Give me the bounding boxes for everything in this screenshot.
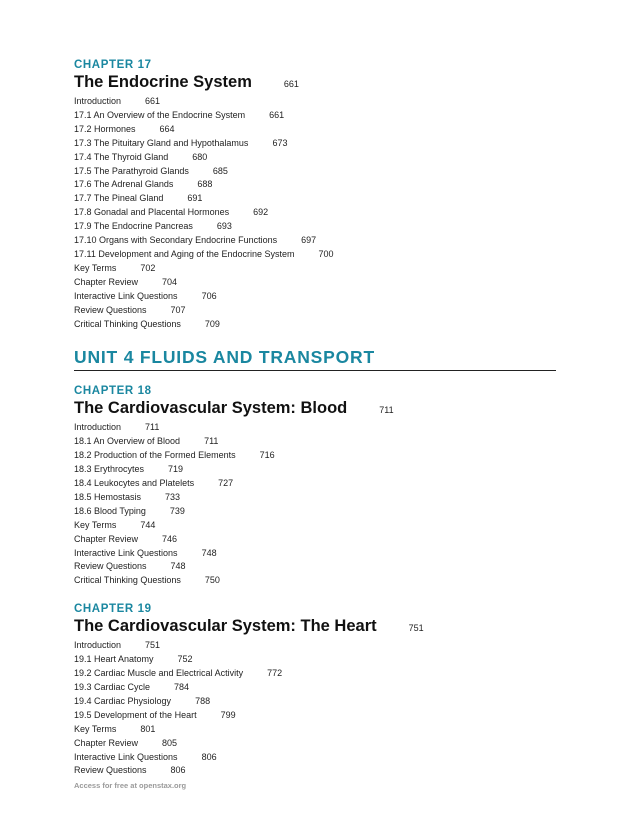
toc-entry[interactable] <box>74 764 556 778</box>
toc-entry-page: 685 <box>212 165 228 176</box>
toc-entry-title: 17.2 Hormones <box>74 123 136 134</box>
unit-title: UNIT 4 FLUIDS AND TRANSPORT <box>74 347 556 371</box>
toc-entry-title: 18.3 Erythrocytes <box>74 464 145 475</box>
toc-entry[interactable] <box>74 695 556 709</box>
toc-entry[interactable] <box>74 276 556 290</box>
toc-entry[interactable] <box>74 519 556 533</box>
toc-entry-page: 727 <box>218 478 234 489</box>
chapter-section <box>74 58 556 331</box>
chapter-label: CHAPTER 18 <box>74 385 152 398</box>
toc-entry-page: 806 <box>201 751 217 762</box>
toc-entry[interactable] <box>74 574 556 588</box>
toc-entry-page: 733 <box>165 491 181 502</box>
toc-entry[interactable] <box>74 560 556 574</box>
toc-entry-title: 17.3 The Pituitary Gland and Hypothalamus <box>74 137 249 148</box>
footer-link[interactable]: Access for free at openstax.org <box>74 781 187 790</box>
toc-entry[interactable] <box>74 723 556 737</box>
toc-entry-title: Chapter Review <box>74 737 139 748</box>
toc-entry-title: Chapter Review <box>74 276 139 287</box>
toc-entry-title: Chapter Review <box>74 533 139 544</box>
toc-entry-title: Introduction <box>74 422 122 433</box>
toc-entry-title: 17.6 The Adrenal Glands <box>74 179 174 190</box>
toc-entry[interactable] <box>74 165 556 179</box>
toc-entry-page: 704 <box>162 276 178 287</box>
toc-entry[interactable] <box>74 505 556 519</box>
toc-entry-title: 19.1 Heart Anatomy <box>74 654 154 665</box>
toc-page <box>74 58 556 778</box>
toc-entry[interactable] <box>74 304 556 318</box>
toc-entry-title: 17.9 The Endocrine Pancreas <box>74 221 193 232</box>
chapters-before <box>74 58 556 331</box>
toc-entry[interactable] <box>74 653 556 667</box>
toc-entry-page: 697 <box>301 235 317 246</box>
chapter-page-number: 751 <box>408 623 424 634</box>
toc-entry[interactable] <box>74 547 556 561</box>
toc-entry[interactable] <box>74 421 556 435</box>
toc-entry-title: 17.8 Gonadal and Placental Hormones <box>74 207 230 218</box>
toc-entry[interactable] <box>74 220 556 234</box>
toc-entry-page: 739 <box>169 505 185 516</box>
unit-header <box>74 347 556 371</box>
toc-entry[interactable] <box>74 234 556 248</box>
toc-entry-title: 18.1 An Overview of Blood <box>74 436 181 447</box>
toc-entry[interactable] <box>74 751 556 765</box>
toc-entry-title: Review Questions <box>74 304 147 315</box>
chapter-section <box>74 602 556 778</box>
chapter-title: The Cardiovascular System: The Heart <box>74 617 377 636</box>
toc-entry-page: 661 <box>269 109 285 120</box>
toc-entry[interactable] <box>74 449 556 463</box>
toc-entry[interactable] <box>74 737 556 751</box>
toc-entry-page: 716 <box>259 450 275 461</box>
toc-entry[interactable] <box>74 248 556 262</box>
toc-entry-page: 673 <box>272 137 288 148</box>
chapter-title-row[interactable] <box>74 398 556 420</box>
toc-entry[interactable] <box>74 491 556 505</box>
toc-entry-page: 680 <box>192 151 208 162</box>
toc-entry-title: Review Questions <box>74 561 147 572</box>
toc-entry[interactable] <box>74 318 556 332</box>
toc-entry[interactable] <box>74 681 556 695</box>
toc-entry-page: 719 <box>168 464 184 475</box>
toc-entry-page: 799 <box>220 709 236 720</box>
toc-entry-title: Introduction <box>74 96 122 106</box>
toc-entry-page: 752 <box>177 654 193 665</box>
toc-entry-title: 18.4 Leukocytes and Platelets <box>74 478 195 489</box>
toc-entry[interactable] <box>74 477 556 491</box>
toc-entry-title: Key Terms <box>74 262 117 273</box>
toc-entry-title: 17.11 Development and Aging of the Endocrine System <box>74 248 295 259</box>
toc-entry-title: 19.2 Cardiac Muscle and Electrical Activity <box>74 668 244 679</box>
toc-entry[interactable] <box>74 667 556 681</box>
toc-entry-page: 751 <box>145 640 161 651</box>
toc-entry-title: 18.2 Production of the Formed Elements <box>74 450 236 461</box>
toc-entry[interactable] <box>74 435 556 449</box>
toc-entry-page: 688 <box>197 179 213 190</box>
chapter-label: CHAPTER 17 <box>74 59 152 71</box>
toc-entry-page: 707 <box>170 304 186 315</box>
toc-entry-page: 664 <box>159 123 175 134</box>
toc-entry-page: 711 <box>145 422 160 433</box>
toc-entry-page: 788 <box>195 695 211 706</box>
toc-entry-title: Key Terms <box>74 723 117 734</box>
chapter-section <box>74 384 556 588</box>
chapter-title-row[interactable] <box>74 616 556 638</box>
chapters-after <box>74 384 556 778</box>
toc-entry-page: 661 <box>145 96 161 106</box>
toc-entry-title: Critical Thinking Questions <box>74 575 181 586</box>
toc-entry[interactable] <box>74 262 556 276</box>
toc-entry[interactable] <box>74 290 556 304</box>
toc-entry-title: Key Terms <box>74 519 117 530</box>
toc-entry-page: 806 <box>170 765 186 776</box>
toc-entry-page: 709 <box>204 318 220 329</box>
toc-entry-page: 784 <box>174 682 190 692</box>
toc-entry-title: 19.5 Development of the Heart <box>74 709 197 720</box>
toc-entry-title: Interactive Link Questions <box>74 751 178 762</box>
toc-entry[interactable] <box>74 95 556 109</box>
toc-entry[interactable] <box>74 137 556 151</box>
chapter-title: The Endocrine System <box>74 73 252 91</box>
toc-entry-page: 744 <box>140 519 156 530</box>
toc-entry-page: 805 <box>162 737 178 748</box>
chapter-label: CHAPTER 19 <box>74 603 152 616</box>
toc-entry-page: 693 <box>216 221 232 232</box>
toc-entry-page: 711 <box>204 436 219 447</box>
toc-entry-title: 17.7 The Pineal Gland <box>74 193 164 204</box>
chapter-title-row[interactable] <box>74 72 556 94</box>
toc-entry-title: 19.4 Cardiac Physiology <box>74 695 172 706</box>
toc-entry[interactable] <box>74 206 556 220</box>
toc-entry[interactable] <box>74 709 556 723</box>
toc-entry-title: 19.3 Cardiac Cycle <box>74 682 151 692</box>
toc-entry[interactable] <box>74 463 556 477</box>
toc-entry-title: Interactive Link Questions <box>74 547 178 558</box>
chapter-page-number: 661 <box>283 79 299 89</box>
chapter-page-number: 711 <box>379 405 394 416</box>
toc-entry-title: Interactive Link Questions <box>74 290 178 301</box>
toc-entry-title: 17.5 The Parathyroid Glands <box>74 165 189 176</box>
toc-entry-title: 18.5 Hemostasis <box>74 491 142 502</box>
toc-entry-page: 750 <box>204 575 220 586</box>
toc-entry-title: Critical Thinking Questions <box>74 318 181 329</box>
toc-entry-title: 17.1 An Overview of the Endocrine System <box>74 109 246 120</box>
toc-entry-page: 748 <box>170 561 186 572</box>
toc-entry[interactable] <box>74 192 556 206</box>
toc-entry-title: 17.10 Organs with Secondary Endocrine Functions <box>74 235 278 246</box>
toc-entry[interactable] <box>74 533 556 547</box>
toc-entry-page: 772 <box>267 668 283 679</box>
toc-entry-page: 700 <box>318 248 334 259</box>
toc-entry-page: 801 <box>140 723 156 734</box>
toc-entry[interactable] <box>74 639 556 653</box>
toc-entry-page: 692 <box>253 207 269 218</box>
toc-entry-title: 17.4 The Thyroid Gland <box>74 151 169 162</box>
toc-entry-page: 706 <box>201 290 217 301</box>
toc-entry-page: 748 <box>201 547 217 558</box>
toc-entry-page: 691 <box>187 193 203 204</box>
chapter-title: The Cardiovascular System: Blood <box>74 399 348 418</box>
toc-entry-page: 702 <box>140 262 156 273</box>
toc-entry-page: 746 <box>162 533 178 544</box>
toc-entry[interactable] <box>74 109 556 123</box>
toc-entry[interactable] <box>74 151 556 165</box>
toc-entry-title: Review Questions <box>74 765 147 776</box>
toc-entry-title: 18.6 Blood Typing <box>74 505 146 516</box>
toc-entry[interactable] <box>74 123 556 137</box>
toc-entry-title: Introduction <box>74 640 122 651</box>
toc-entry[interactable] <box>74 178 556 192</box>
